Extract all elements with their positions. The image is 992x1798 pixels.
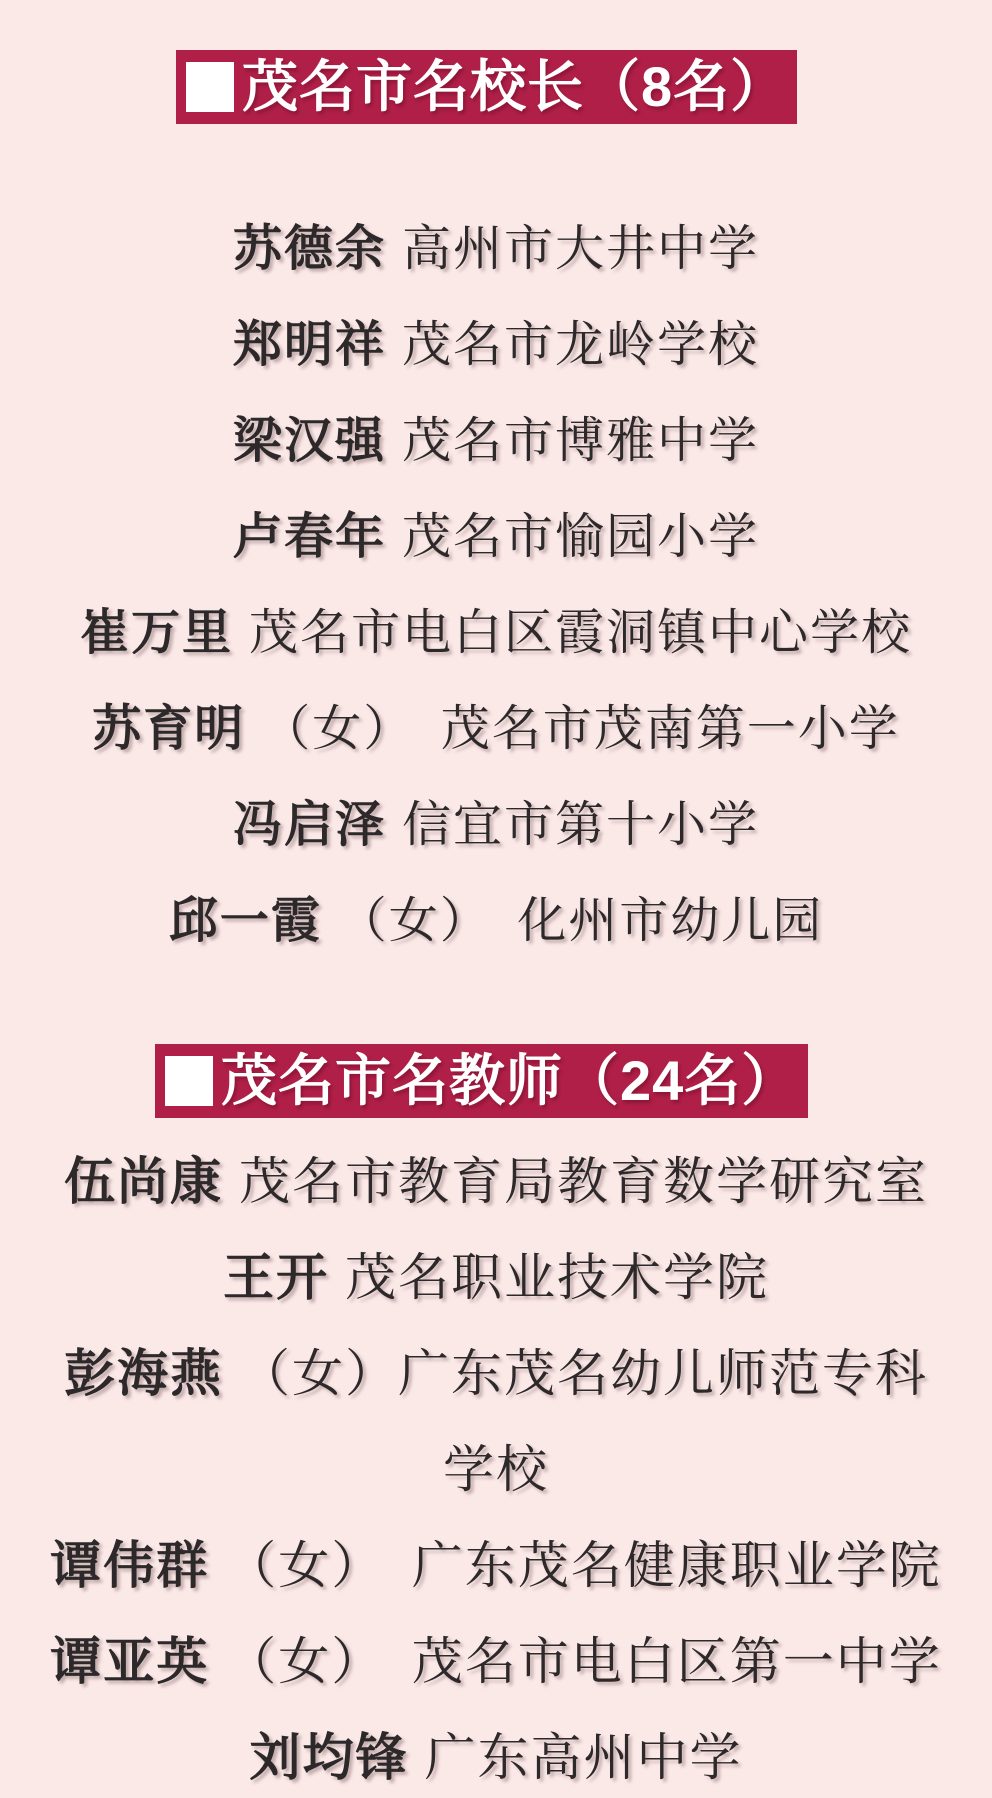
list-item [0, 489, 992, 585]
square-bullet-icon [165, 1056, 213, 1106]
person-school: （女） 化州市幼儿园 [337, 894, 824, 948]
list-item [0, 777, 992, 873]
person-name: 伍尚康 [63, 1153, 223, 1210]
list-item [0, 1326, 992, 1518]
teachers-section-title: 茂名市名教师（24名） [221, 1049, 799, 1112]
person-school: 茂名市龙岭学校 [402, 318, 760, 372]
principals-list [0, 201, 992, 969]
person-school: （女）广东茂名幼儿师范专科 [239, 1345, 929, 1402]
list-item [0, 1518, 992, 1614]
square-bullet-icon [186, 62, 234, 112]
person-school: 信宜市第十小学 [402, 798, 760, 852]
list-item [0, 1710, 992, 1798]
person-name: 崔万里 [79, 606, 233, 660]
person-name: 邱一霞 [168, 894, 322, 948]
teachers-section-header [155, 1044, 808, 1118]
list-item [0, 681, 992, 777]
person-name: 郑明祥 [232, 318, 386, 372]
person-name: 谭亚英 [50, 1633, 210, 1690]
list-item [0, 873, 992, 969]
list-item [0, 297, 992, 393]
list-item [0, 1230, 992, 1326]
list-item [0, 585, 992, 681]
person-school: 茂名市愉园小学 [402, 510, 760, 564]
person-school: 茂名职业技术学院 [345, 1249, 770, 1306]
person-name: 刘均锋 [249, 1729, 409, 1786]
person-name: 梁汉强 [232, 414, 386, 468]
person-school: 茂名市电白区霞洞镇中心学校 [249, 606, 913, 660]
person-name: 谭伟群 [50, 1537, 210, 1594]
person-school-wrap: 学校 [442, 1441, 549, 1498]
person-school: （女） 茂名市电白区第一中学 [225, 1633, 942, 1690]
list-item [0, 393, 992, 489]
person-school: 广东高州中学 [424, 1729, 743, 1786]
person-school: （女） 广东茂名健康职业学院 [225, 1537, 942, 1594]
list-item [0, 201, 992, 297]
person-name: 苏育明 [92, 702, 246, 756]
person-school: 茂名市博雅中学 [402, 414, 760, 468]
principals-section-header [176, 50, 797, 124]
person-name: 卢春年 [232, 510, 386, 564]
person-school: （女） 茂名市茂南第一小学 [261, 702, 900, 756]
person-name: 冯启泽 [232, 798, 386, 852]
person-name: 苏德余 [232, 222, 386, 276]
teachers-list [0, 1134, 992, 1798]
list-item [0, 1614, 992, 1710]
person-name: 王开 [222, 1249, 329, 1306]
person-school: 茂名市教育局教育数学研究室 [239, 1153, 929, 1210]
list-item [0, 1134, 992, 1230]
principals-section-title: 茂名市名校长（8名） [242, 55, 788, 118]
person-name: 彭海燕 [63, 1345, 223, 1402]
person-school: 高州市大井中学 [402, 222, 760, 276]
